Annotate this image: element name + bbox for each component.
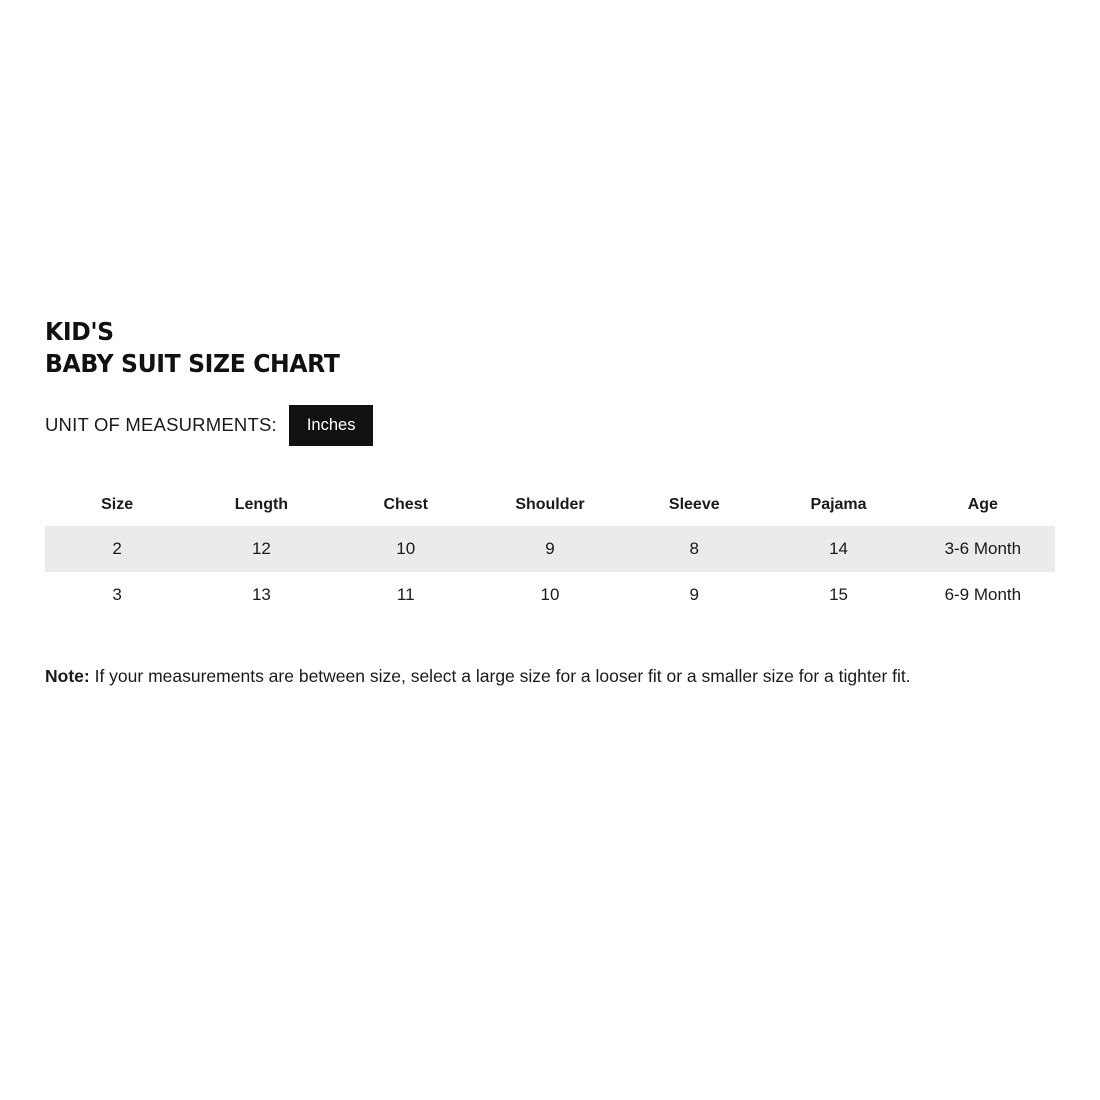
column-header-size: Size [101,495,134,513]
unit-of-measurement-row [45,405,1055,446]
column-header-pajama: Pajama [810,495,867,513]
cell-shoulder: 9 [478,526,622,572]
size-table-head [45,490,1055,526]
cell-sleeve: 9 [622,572,766,618]
cell-size: 3 [45,572,189,618]
cell-pajama: 14 [766,526,910,572]
cell-age: 3-6 Month [911,526,1055,572]
cell-length: 13 [189,572,333,618]
title-line-two: BABY SUIT SIZE CHART [45,349,340,378]
table-row [45,526,1055,572]
cell-chest: 10 [334,526,478,572]
cell-sleeve: 8 [622,526,766,572]
size-table [45,490,1055,618]
page-title [45,318,1055,377]
cell-pajama: 15 [766,572,910,618]
column-header-shoulder: Shoulder [515,495,585,513]
size-chart-content [45,318,1055,688]
title-line-one: KID'S [45,317,114,346]
table-row [45,572,1055,618]
cell-chest: 11 [334,572,478,618]
size-table-body [45,526,1055,618]
note-text: If your measurements are between size, select a large size for a looser fit or a smaller size for a tighter fit. [89,665,911,686]
note-block [45,664,960,689]
column-header-sleeve: Sleeve [668,495,720,513]
cell-length: 12 [189,526,333,572]
unit-value-chip[interactable]: Inches [289,405,374,446]
cell-shoulder: 10 [478,572,622,618]
column-header-age: Age [967,495,998,513]
column-header-chest: Chest [383,495,428,513]
table-header-row [45,490,1055,526]
column-header-length: Length [234,495,289,513]
cell-age: 6-9 Month [911,572,1055,618]
unit-label: UNIT OF MEASURMENTS: [45,414,277,436]
note-label: Note: [45,665,90,686]
cell-size: 2 [45,526,189,572]
